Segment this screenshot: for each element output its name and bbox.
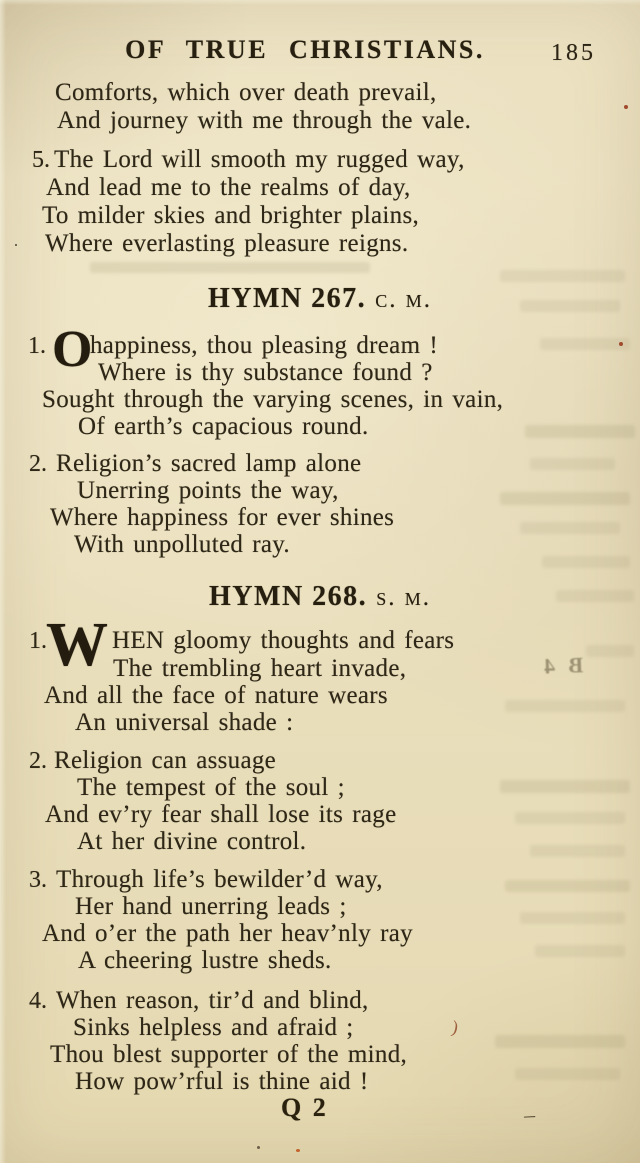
foxing-speck [15,244,17,246]
showthrough-mark [515,812,625,824]
stanza-line: The tempest of the soul ; [77,774,345,801]
verse-number: 1. [29,628,47,654]
stanza-line: How pow’rful is thine aid ! [75,1068,369,1095]
showthrough-mark [500,780,630,793]
stanza-line: Religion can assuage [54,747,277,774]
verse-number: 1. [28,333,46,359]
showthrough-mark [495,1035,625,1048]
stanza-line: Religion’s sacred lamp alone [56,450,362,477]
showthrough-mark [515,1068,620,1080]
showthrough-mark [540,338,630,350]
stanza-line: At her divine control. [77,828,307,855]
foxing-speck [619,342,623,346]
stanza-line: Sought through the varying scenes, in vain, [42,386,504,413]
running-title: OF TRUE CHRISTIANS. [125,35,485,64]
stanza-line: Where is thy substance found ? [98,359,433,386]
hymn-meter: s. m. [376,584,431,611]
showthrough-mark [542,556,630,568]
stanza-line: And o’er the path her heav’nly ray [42,920,413,947]
ink-paren-mark: ) [449,1016,461,1038]
verse-number: 2. [29,451,47,477]
verse-number: 3. [29,867,47,893]
catchword: Q 2 [281,1093,326,1122]
stanza-line: Thou blest supporter of the mind, [50,1041,408,1068]
stanza-line: A cheering lustre sheds. [78,947,332,974]
stanza-line: And journey with me through the vale. [57,107,472,134]
stanza-line: And ev’ry fear shall lose its rage [45,801,397,828]
showthrough-mark [535,945,625,957]
hymn-heading [0,283,640,315]
showthrough-mark [530,845,625,857]
stanza-line: Her hand unerring leads ; [75,893,347,920]
showthrough-mark [505,880,630,892]
stanza-line: Unerring points the way, [77,477,339,504]
stanza-line: To milder skies and brighter plains, [42,202,420,229]
stanza-line: When reason, tir’d and blind, [56,987,369,1014]
page-top-edge [0,0,640,5]
showthrough-mark [530,458,615,470]
verse-number: 4. [29,988,47,1014]
stanza-line: With unpolluted ray. [74,531,290,558]
foxing-speck [624,105,628,109]
foxing-speck [296,1149,300,1152]
showthrough-mark [90,262,370,273]
showthrough-mark [525,425,635,438]
ink-dash-mark: – [523,1101,536,1128]
showthrough-mark [520,522,620,534]
hymn-title: HYMN 267. [208,283,367,314]
verse-number: 2. [29,748,47,774]
stanza-line: Of earth’s capacious round. [78,413,369,440]
stanza-line: And lead me to the realms of day, [46,174,411,201]
showthrough-mark [520,912,625,924]
showthrough-signature-mark: B 4 [539,652,584,679]
hymn-heading [0,581,640,613]
drop-cap: O [52,321,93,378]
stanza-line: An universal shade : [75,709,294,736]
stanza-line: And all the face of nature wears [44,682,388,709]
showthrough-mark [500,270,625,282]
stanza-line: Comforts, which over death prevail, [55,79,437,106]
drop-cap: W [46,611,106,679]
hymn-title: HYMN 268. [209,581,368,612]
showthrough-mark [505,700,625,712]
hymn-meter: c. m. [375,286,432,313]
showthrough-mark [500,492,630,505]
stanza-line: The trembling heart invade, [113,655,407,682]
stanza-line: Sinks helpless and afraid ; [73,1014,354,1041]
stanza-line: The Lord will smooth my rugged way, [54,146,465,173]
stanza-line: Where happiness for ever shines [50,504,395,531]
page-number: 185 [551,40,596,66]
stanza-line: happiness, thou pleasing dream ! [90,332,438,359]
stanza-line: HEN gloomy thoughts and fears [112,627,455,654]
verse-number: 5. [32,147,50,173]
stanza-line: Through life’s bewilder’d way, [56,866,383,893]
foxing-speck [257,1146,260,1149]
showthrough-mark [586,645,634,657]
stanza-line: Where everlasting pleasure reigns. [45,230,409,257]
